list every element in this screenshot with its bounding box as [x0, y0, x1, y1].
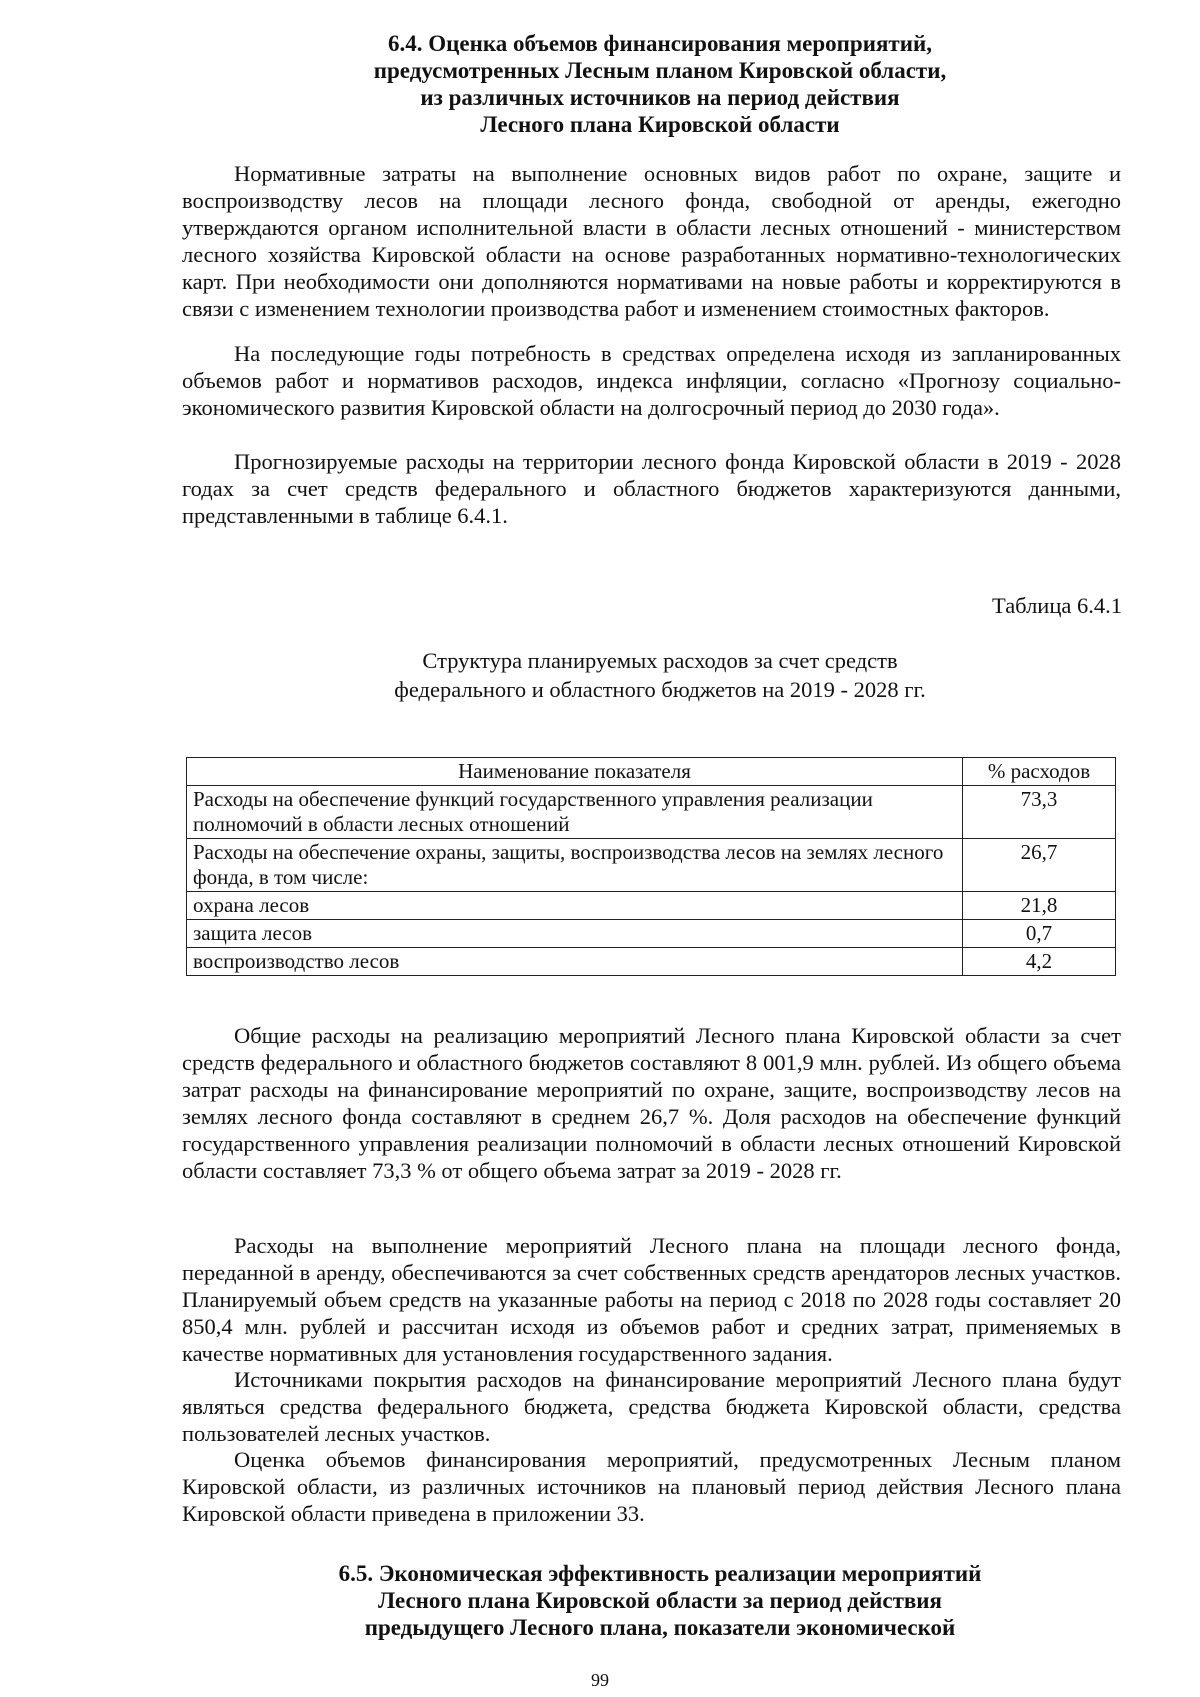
table-row [187, 839, 1116, 892]
table-row [187, 786, 1116, 839]
table-caption [180, 646, 1140, 704]
section-6-5-title [180, 1560, 1140, 1641]
title-line: предыдущего Лесного плана, показатели экономической [364, 1615, 956, 1640]
paragraph: На последующие годы потребность в средствах определена исходя из запланированных объемов работ и нормативов расходов, индекса инфляции, согласно «Прогнозу социально-экономического развития Кировской области на долгосрочный период до 2030 года». [182, 341, 1121, 420]
table-reference: Таблица 6.4.1 [992, 593, 1122, 618]
paragraph: Общие расходы на реализацию мероприятий Лесного плана Кировской области за счет средств федерального и областного бюджетов составляют 8 001,9 млн. рублей. Из общего объема затрат расходы на финансирование мероприятий по охране, защите, воспроизводству лесов на землях лесного фонда составляют в среднем 26,7 %. Доля расходов на обеспечение функций государственного управления реализации полномочий в области лесных отношений Кировской области составляет 73,3 % от общего объема затрат за 2019 - 2028 гг. [182, 1023, 1121, 1183]
paragraph: Прогнозируемые расходы на территории лесного фонда Кировской области в 2019 - 2028 годах за счет средств федерального и областного бюджетов характеризуются данными, представленными в таблице 6.4.1. [182, 449, 1121, 528]
title-line: 6.5. Экономическая эффективность реализации мероприятий [338, 1561, 982, 1586]
row-value: 73,3 [963, 786, 1116, 839]
column-header-percent: % расходов [963, 758, 1116, 786]
section-6-4-title [180, 30, 1140, 138]
title-line: из различных источников на период действия [420, 85, 900, 110]
paragraph: Расходы на выполнение мероприятий Лесного плана на площади лесного фонда, переданной в аренду, обеспечиваются за счет собственных средств арендаторов лесных участков. Планируемый объем средств на указанные работы на период с 2018 по 2028 годы составляет 20 850,4 млн. рублей и рассчитан исходя из объемов работ и средних затрат, применяемых в качестве нормативных для установления государственного задания. [182, 1233, 1121, 1366]
table-row [187, 948, 1116, 976]
row-name: охрана лесов [187, 892, 963, 920]
expense-structure-table [186, 757, 1116, 976]
row-value: 26,7 [963, 839, 1116, 892]
table-header-row [187, 758, 1116, 786]
column-header-name: Наименование показателя [187, 758, 963, 786]
row-value: 21,8 [963, 892, 1116, 920]
caption-line: федерального и областного бюджетов на 2019 - 2028 гг. [394, 677, 926, 702]
row-value: 0,7 [963, 920, 1116, 948]
page-number: 99 [591, 1670, 609, 1690]
row-name: защита лесов [187, 920, 963, 948]
table-row [187, 920, 1116, 948]
title-line: 6.4. Оценка объемов финансирования мероприятий, [388, 31, 932, 56]
title-line: Лесного плана Кировской области [480, 112, 840, 137]
row-name: Расходы на обеспечение охраны, защиты, воспроизводства лесов на землях лесного фонда, в том числе: [187, 839, 963, 892]
title-line: предусмотренных Лесным планом Кировской области, [373, 58, 947, 83]
row-name: Расходы на обеспечение функций государственного управления реализации полномочий в области лесных отношений [187, 786, 963, 839]
row-name: воспроизводство лесов [187, 948, 963, 976]
paragraph: Нормативные затраты на выполнение основных видов работ по охране, защите и воспроизводству лесов на площади лесного фонда, свободной от аренды, ежегодно утверждаются органом исполнительной власти в области лесных отношений - министерством лесного хозяйства Кировской области на основе разработанных нормативно-технологических карт. При необходимости они дополняются нормативами на новые работы и корректируются в связи с изменением технологии производства работ и изменением стоимостных факторов. [182, 161, 1121, 321]
row-value: 4,2 [963, 948, 1116, 976]
caption-line: Структура планируемых расходов за счет средств [422, 648, 898, 673]
table-row [187, 892, 1116, 920]
paragraph: Оценка объемов финансирования мероприятий, предусмотренных Лесным планом Кировской области, из различных источников на плановый период действия Лесного плана Кировской области приведена в приложении 33. [182, 1447, 1121, 1526]
title-line: Лесного плана Кировской области за период действия [378, 1588, 942, 1613]
paragraph: Источниками покрытия расходов на финансирование мероприятий Лесного плана будут являться средства федерального бюджета, средства бюджета Кировской области, средства пользователей лесных участков. [182, 1367, 1121, 1446]
